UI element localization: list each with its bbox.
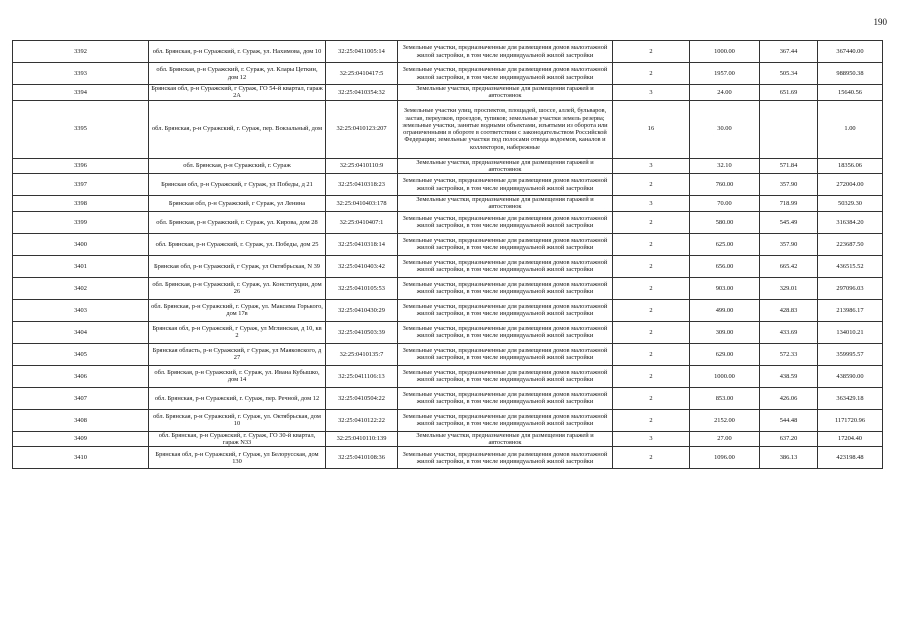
cadastral-number-cell: 32:25:0410407:1 [326,211,398,233]
row-number-cell: 3408 [13,409,149,431]
land-use-purpose-cell: Земельные участки, предназначенные для размещения домов малоэтажной жилой застройки, в том числе индивидуальной жилой застройки [398,233,613,255]
specific-value-cell: 438.59 [760,365,818,387]
land-use-purpose-cell: Земельные участки, предназначенные для размещения гаражей и автостоянок [398,431,613,447]
cadastral-number-cell: 32:25:0410105:53 [326,277,398,299]
cadastral-value-cell: 223687.50 [818,233,883,255]
land-use-purpose-cell: Земельные участки, предназначенные для размещения домов малоэтажной жилой застройки, в том числе индивидуальной жилой застройки [398,255,613,277]
table-row [13,387,883,409]
address-cell: обл. Брянская, р-н Суражский, г. Сураж, ул. Клары Цеткин, дом 12 [149,63,326,85]
table-row [13,211,883,233]
address-cell: обл. Брянская, р-н Суражский, г. Сураж, ул. Нахимова, дом 10 [149,41,326,63]
use-group-cell: 2 [613,41,690,63]
row-number-cell: 3407 [13,387,149,409]
land-use-purpose-cell: Земельные участки, предназначенные для размещения домов малоэтажной жилой застройки, в том числе индивидуальной жилой застройки [398,365,613,387]
cadastral-number-cell: 32:25:0410354:32 [326,85,398,101]
land-use-purpose-cell: Земельные участки, предназначенные для размещения домов малоэтажной жилой застройки, в том числе индивидуальной жилой застройки [398,409,613,431]
cadastral-value-cell: 272004.00 [818,174,883,196]
area-cell: 1000.00 [690,41,760,63]
table-row [13,196,883,212]
table-row [13,343,883,365]
use-group-cell: 2 [613,409,690,431]
land-use-purpose-cell: Земельные участки, предназначенные для размещения гаражей и автостоянок [398,196,613,212]
use-group-cell: 2 [613,387,690,409]
cadastral-value-cell: 1.00 [818,100,883,158]
table-row [13,100,883,158]
row-number-cell: 3393 [13,63,149,85]
area-cell: 656.00 [690,255,760,277]
land-use-purpose-cell: Земельные участки, предназначенные для размещения домов малоэтажной жилой застройки, в том числе индивидуальной жилой застройки [398,447,613,469]
row-number-cell: 3398 [13,196,149,212]
row-number-cell: 3399 [13,211,149,233]
specific-value-cell: 433.69 [760,321,818,343]
area-cell: 2152.00 [690,409,760,431]
specific-value-cell: 357.90 [760,233,818,255]
cadastral-number-cell: 32:25:0410417:5 [326,63,398,85]
area-cell: 309.00 [690,321,760,343]
use-group-cell: 3 [613,85,690,101]
row-number-cell: 3396 [13,158,149,174]
row-number-cell: 3401 [13,255,149,277]
row-number-cell: 3405 [13,343,149,365]
use-group-cell: 2 [613,63,690,85]
cadastral-value-cell: 1171720.96 [818,409,883,431]
cadastral-value-cell: 367440.00 [818,41,883,63]
row-number-cell: 3392 [13,41,149,63]
page-number: 190 [873,17,887,27]
cadastral-value-cell: 423198.48 [818,447,883,469]
address-cell: обл. Брянская, р-н Суражский, г. Сураж, ул. Ивана Кубышко, дом 14 [149,365,326,387]
table-row [13,63,883,85]
table-row [13,409,883,431]
specific-value-cell: 571.84 [760,158,818,174]
land-use-purpose-cell: Земельные участки, предназначенные для размещения гаражей и автостоянок [398,85,613,101]
use-group-cell: 2 [613,447,690,469]
specific-value-cell: 505.34 [760,63,818,85]
use-group-cell: 2 [613,321,690,343]
address-cell: Брянская обл, р-н Суражский, г Сураж, ул Белорусская, дом 130 [149,447,326,469]
cadastral-number-cell: 32:25:0410110:139 [326,431,398,447]
cadastral-number-cell: 32:25:0410108:36 [326,447,398,469]
specific-value-cell: 357.90 [760,174,818,196]
land-use-purpose-cell: Земельные участки, предназначенные для размещения домов малоэтажной жилой застройки, в том числе индивидуальной жилой застройки [398,321,613,343]
row-number-cell: 3394 [13,85,149,101]
land-use-purpose-cell: Земельные участки, предназначенные для размещения гаражей и автостоянок [398,158,613,174]
specific-value-cell: 367.44 [760,41,818,63]
cadastral-value-cell: 363429.18 [818,387,883,409]
cadastral-number-cell: 32:25:0410135:7 [326,343,398,365]
area-cell: 70.00 [690,196,760,212]
area-cell: 580.00 [690,211,760,233]
area-cell: 30.00 [690,100,760,158]
specific-value-cell: 572.33 [760,343,818,365]
cadastral-number-cell: 32:25:0411005:14 [326,41,398,63]
row-number-cell: 3395 [13,100,149,158]
cadastral-number-cell: 32:25:0410318:14 [326,233,398,255]
area-cell: 499.00 [690,299,760,321]
cadastral-value-cell: 18356.06 [818,158,883,174]
table-row [13,277,883,299]
row-number-cell: 3403 [13,299,149,321]
cadastral-value-cell: 134010.21 [818,321,883,343]
cadastral-value-cell: 316384.20 [818,211,883,233]
use-group-cell: 2 [613,277,690,299]
address-cell: обл. Брянская, р-н Суражский, г. Сураж, пер. Речной, дом 12 [149,387,326,409]
address-cell: обл. Брянская, р-н Суражский, г. Сураж, ГО 30-й квартал, гараж N33 [149,431,326,447]
address-cell: обл. Брянская, р-н Суражский, г. Сураж, ул. Октябрьская, дом 10 [149,409,326,431]
table-row [13,431,883,447]
land-use-purpose-cell: Земельные участки, предназначенные для размещения домов малоэтажной жилой застройки, в том числе индивидуальной жилой застройки [398,343,613,365]
address-cell: обл. Брянская, р-н Суражский, г. Сураж, пер. Вокзальный, дом [149,100,326,158]
address-cell: Брянская обл, р-н Суражский, г Сураж, ул Мглинская, д 10, кв 2 [149,321,326,343]
cadastral-value-cell: 50329.30 [818,196,883,212]
address-cell: Брянская обл, р-н Суражский, г Сураж, ГО 54-й квартал, гараж 2А [149,85,326,101]
cadastral-value-cell: 213986.17 [818,299,883,321]
cadastral-value-table [12,40,883,469]
specific-value-cell: 428.83 [760,299,818,321]
specific-value-cell: 329.01 [760,277,818,299]
row-number-cell: 3402 [13,277,149,299]
address-cell: обл. Брянская, р-н Суражский, г. Сураж [149,158,326,174]
table-row [13,41,883,63]
land-use-purpose-cell: Земельные участки, предназначенные для размещения домов малоэтажной жилой застройки, в том числе индивидуальной жилой застройки [398,299,613,321]
cadastral-number-cell: 32:25:0410318:23 [326,174,398,196]
cadastral-number-cell: 32:25:0410403:178 [326,196,398,212]
land-use-purpose-cell: Земельные участки, предназначенные для размещения домов малоэтажной жилой застройки, в том числе индивидуальной жилой застройки [398,211,613,233]
row-number-cell: 3409 [13,431,149,447]
row-number-cell: 3404 [13,321,149,343]
use-group-cell: 2 [613,174,690,196]
specific-value-cell: 386.13 [760,447,818,469]
area-cell: 760.00 [690,174,760,196]
land-use-purpose-cell: Земельные участки улиц, проспектов, площадей, шоссе, аллей, бульваров, застав, переулков, проездов, тупиков; земельные участки земель резерва; земельные участки, занятые водными объектами, изъятыми из оборота или ограниченными в обороте в соответствии с законодательством Российской Федерации; земельные участки под полосами отвода водоемов, каналов и коллекторов, набережные [398,100,613,158]
row-number-cell: 3397 [13,174,149,196]
cadastral-value-cell: 359995.57 [818,343,883,365]
use-group-cell: 3 [613,158,690,174]
address-cell: обл. Брянская, р-н Суражский, г. Сураж, ул. Победы, дом 25 [149,233,326,255]
cadastral-number-cell: 32:25:0410403:42 [326,255,398,277]
use-group-cell: 16 [613,100,690,158]
row-number-cell: 3406 [13,365,149,387]
table-row [13,233,883,255]
table-row [13,85,883,101]
row-number-cell: 3400 [13,233,149,255]
address-cell: обл. Брянская, р-н Суражский, г. Сураж, ул. Максима Горького, дом 17в [149,299,326,321]
cadastral-value-cell: 988950.38 [818,63,883,85]
land-use-purpose-cell: Земельные участки, предназначенные для размещения домов малоэтажной жилой застройки, в том числе индивидуальной жилой застройки [398,277,613,299]
land-use-purpose-cell: Земельные участки, предназначенные для размещения домов малоэтажной жилой застройки, в том числе индивидуальной жилой застройки [398,387,613,409]
cadastral-value-cell: 17204.40 [818,431,883,447]
specific-value-cell: 637.20 [760,431,818,447]
address-cell: Брянская область, р-н Суражский, г Сураж, ул Маяковского, д 27 [149,343,326,365]
cadastral-value-cell: 297096.03 [818,277,883,299]
use-group-cell: 2 [613,343,690,365]
specific-value-cell: 718.99 [760,196,818,212]
table-row [13,158,883,174]
use-group-cell: 3 [613,431,690,447]
land-use-purpose-cell: Земельные участки, предназначенные для размещения домов малоэтажной жилой застройки, в том числе индивидуальной жилой застройки [398,63,613,85]
specific-value-cell: 651.69 [760,85,818,101]
address-cell: обл. Брянская, р-н Суражский, г. Сураж, ул. Конституции, дом 26 [149,277,326,299]
cadastral-number-cell: 32:25:0410430:29 [326,299,398,321]
use-group-cell: 2 [613,211,690,233]
specific-value-cell: 665.42 [760,255,818,277]
specific-value-cell: 426.06 [760,387,818,409]
cadastral-value-cell: 436515.52 [818,255,883,277]
use-group-cell: 2 [613,299,690,321]
cadastral-number-cell: 32:25:0410123:207 [326,100,398,158]
area-cell: 24.00 [690,85,760,101]
address-cell: Брянская обл, р-н Суражский, г Сураж, ул Ленина [149,196,326,212]
address-cell: Брянская обл, р-н Суражский, г Сураж, ул Победы, д 21 [149,174,326,196]
area-cell: 625.00 [690,233,760,255]
cadastral-number-cell: 32:25:0410122:22 [326,409,398,431]
cadastral-number-cell: 32:25:0410504:22 [326,387,398,409]
cadastral-value-cell: 438590.00 [818,365,883,387]
land-use-purpose-cell: Земельные участки, предназначенные для размещения домов малоэтажной жилой застройки, в том числе индивидуальной жилой застройки [398,174,613,196]
cadastral-value-cell: 15640.56 [818,85,883,101]
area-cell: 629.00 [690,343,760,365]
land-use-purpose-cell: Земельные участки, предназначенные для размещения домов малоэтажной жилой застройки, в том числе индивидуальной жилой застройки [398,41,613,63]
area-cell: 853.00 [690,387,760,409]
specific-value-cell: 545.49 [760,211,818,233]
table-row [13,447,883,469]
area-cell: 903.00 [690,277,760,299]
table-row [13,299,883,321]
use-group-cell: 2 [613,233,690,255]
cadastral-number-cell: 32:25:0410503:39 [326,321,398,343]
use-group-cell: 2 [613,365,690,387]
table-row [13,255,883,277]
address-cell: Брянская обл, р-н Суражский, г Сураж, ул Октябрьская, N 39 [149,255,326,277]
area-cell: 32.10 [690,158,760,174]
area-cell: 1000.00 [690,365,760,387]
row-number-cell: 3410 [13,447,149,469]
cadastral-number-cell: 32:25:0411106:13 [326,365,398,387]
use-group-cell: 3 [613,196,690,212]
area-cell: 1957.00 [690,63,760,85]
table-row [13,174,883,196]
area-cell: 1096.00 [690,447,760,469]
address-cell: обл. Брянская, р-н Суражский, г. Сураж, ул. Кирова, дом 28 [149,211,326,233]
area-cell: 27.00 [690,431,760,447]
use-group-cell: 2 [613,255,690,277]
specific-value-cell [760,100,818,158]
table-row [13,321,883,343]
cadastral-number-cell: 32:25:0410110:9 [326,158,398,174]
specific-value-cell: 544.48 [760,409,818,431]
table-row [13,365,883,387]
